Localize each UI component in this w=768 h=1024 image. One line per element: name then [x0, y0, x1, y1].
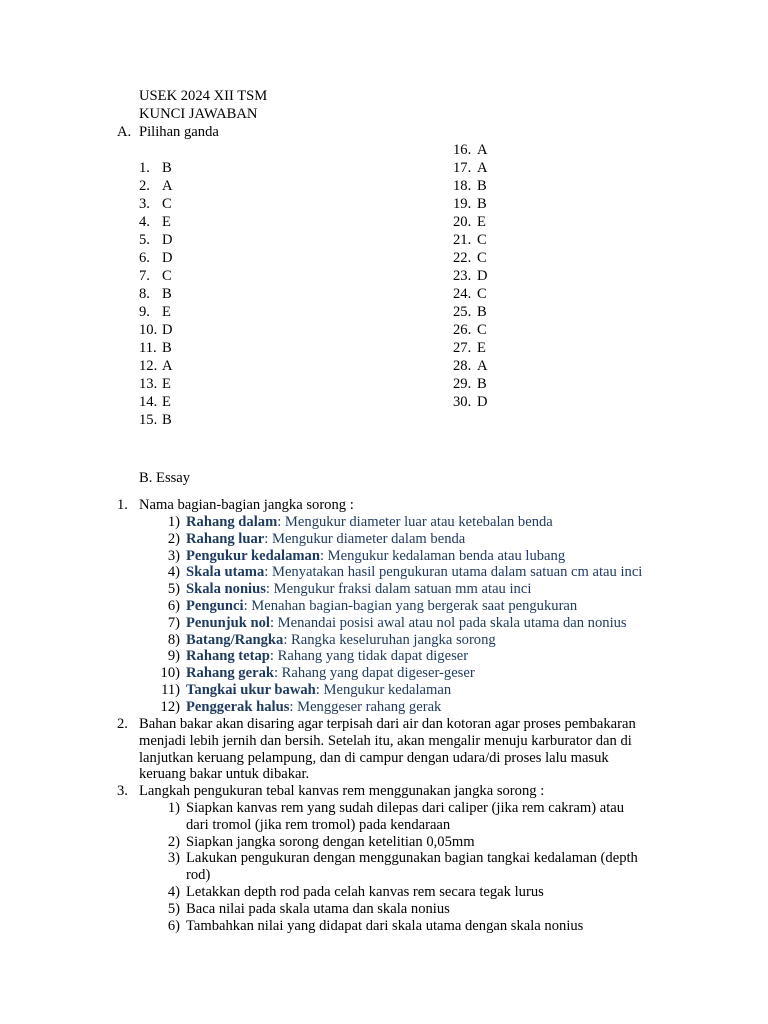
- step-text: Lakukan pengukuran dengan menggunakan bagian tangkai kedalaman (depth: [186, 850, 638, 867]
- answer-letter: B: [477, 376, 487, 392]
- answer-number: 5.: [139, 232, 150, 248]
- answer-letter: C: [162, 268, 172, 284]
- step-text: Letakkan depth rod pada celah kanvas rem secara tegak lurus: [186, 884, 544, 900]
- answer-letter: B: [477, 178, 487, 194]
- answer-number: 17.: [453, 160, 472, 176]
- answer-number: 30.: [453, 394, 472, 410]
- answer-letter: B: [162, 340, 172, 356]
- answer-letter: B: [162, 412, 172, 428]
- step-number: 3): [167, 850, 180, 867]
- step-text: dari tromol (jika rem tromol) pada kendaraan: [186, 816, 451, 833]
- answer-letter: B: [477, 196, 487, 212]
- part-name: Pengukur kedalaman: [186, 547, 320, 564]
- essay-3-number: 3.: [117, 783, 128, 799]
- answer-number: 7.: [139, 268, 150, 284]
- answer-letter: A: [162, 358, 173, 374]
- part-name: Rahang gerak: [186, 665, 274, 682]
- doc-subtitle: KUNCI JAWABAN: [139, 106, 258, 122]
- essay-3-question: Langkah pengukuran tebal kanvas rem menggunakan jangka sorong :: [139, 783, 545, 799]
- answer-number: 16.: [453, 142, 472, 158]
- answer-letter: E: [477, 340, 486, 356]
- essay-2-line: menjadi lebih jernih dan bersih. Setelah itu, akan mengalir menuju karburator dan di: [139, 732, 632, 749]
- part-function: : Menggeser rahang gerak: [289, 698, 442, 715]
- part-definition: [186, 665, 475, 682]
- answer-letter: E: [477, 214, 486, 230]
- answer-number: 24.: [453, 286, 472, 302]
- answer-letter: D: [162, 250, 173, 266]
- part-number: 7): [167, 614, 180, 631]
- answer-letter: C: [477, 286, 487, 302]
- answer-letter: A: [162, 178, 173, 194]
- part-name: Skala utama: [186, 564, 265, 581]
- answer-number: 2.: [139, 178, 150, 194]
- part-function: : Mengukur diameter dalam benda: [264, 530, 466, 547]
- answer-number: 29.: [453, 376, 472, 392]
- part-function: : Rahang yang dapat digeser-geser: [273, 665, 475, 682]
- part-name: Batang/Rangka: [186, 631, 284, 648]
- answer-letter: D: [477, 394, 488, 410]
- part-number: 11): [161, 682, 180, 698]
- answer-letter: E: [162, 214, 171, 230]
- answer-number: 9.: [139, 304, 150, 320]
- part-definition: [186, 682, 451, 699]
- essay-2-number: 2.: [117, 716, 128, 732]
- answer-letter: A: [477, 160, 488, 176]
- part-function: : Mengukur kedalaman benda atau lubang: [319, 547, 566, 564]
- part-number: 3): [167, 547, 180, 564]
- answer-number: 6.: [139, 250, 150, 266]
- part-number: 9): [167, 648, 180, 665]
- answer-number: 12.: [139, 358, 158, 374]
- answer-letter: E: [162, 304, 171, 320]
- answer-number: 15.: [139, 412, 158, 428]
- answer-letter: D: [477, 268, 488, 284]
- answer-number: 22.: [453, 250, 472, 266]
- essay-1-question: Nama bagian-bagian jangka sorong :: [139, 497, 354, 513]
- part-number: 12): [160, 698, 180, 715]
- part-definition: [186, 632, 496, 649]
- step-text: rod): [186, 867, 211, 884]
- part-name: Penggerak halus: [186, 698, 290, 715]
- part-function: : Menyatakan hasil pengukuran utama dalam satuan cm atau inci: [264, 564, 643, 581]
- part-definition: [186, 699, 441, 716]
- part-function: : Mengukur kedalaman: [315, 682, 452, 698]
- part-number: 10): [160, 665, 180, 682]
- part-function: : Menandai posisi awal atau nol pada skala utama dan nonius: [269, 614, 627, 631]
- answer-letter: A: [477, 358, 488, 374]
- step-text: Siapkan jangka sorong dengan ketelitian 0,05mm: [186, 833, 475, 850]
- essay-2-line: keruang bakar untuk dibakar.: [139, 766, 310, 783]
- essay-2-line: lanjutkan keruang pelampung, dan di campur dengan udara/di proses lalu masuk: [139, 749, 609, 766]
- answer-number: 14.: [139, 394, 158, 410]
- part-name: Tangkai ukur bawah: [186, 682, 316, 698]
- part-function: : Rahang yang tidak dapat digeser: [269, 648, 469, 665]
- part-number: 2): [167, 530, 180, 547]
- answer-number: 26.: [453, 322, 472, 338]
- answer-number: 27.: [453, 340, 472, 356]
- answer-number: 10.: [139, 322, 158, 338]
- answer-number: 21.: [453, 232, 472, 248]
- answer-letter: A: [477, 142, 488, 158]
- part-name: Rahang tetap: [186, 648, 270, 665]
- essay-2-line: Bahan bakar akan disaring agar terpisah dari air dan kotoran agar proses pembakaran: [139, 716, 636, 732]
- step-number: 1): [167, 800, 180, 816]
- part-number: 8): [167, 631, 180, 648]
- answer-number: 13.: [139, 376, 158, 392]
- part-function: : Rangka keseluruhan jangka sorong: [283, 631, 496, 648]
- step-number: 2): [167, 833, 180, 850]
- part-name: Pengunci: [186, 598, 244, 614]
- answer-letter: D: [162, 232, 173, 248]
- section-b-title: B. Essay: [139, 470, 191, 486]
- answer-number: 8.: [139, 286, 150, 302]
- answer-letter: C: [477, 232, 487, 248]
- answer-letter: E: [162, 394, 171, 410]
- answer-letter: C: [477, 322, 487, 338]
- step-number: 5): [167, 900, 180, 917]
- part-definition: [186, 548, 565, 565]
- essay-1-number: 1.: [117, 497, 128, 513]
- answer-number: 4.: [139, 214, 150, 230]
- doc-title: USEK 2024 XII TSM: [139, 88, 268, 104]
- answer-number: 28.: [453, 358, 472, 374]
- part-number: 6): [167, 598, 180, 614]
- answer-number: 23.: [453, 268, 472, 284]
- answer-letter: B: [477, 304, 487, 320]
- part-definition: [186, 564, 642, 581]
- section-a-title: Pilihan ganda: [139, 124, 219, 140]
- step-text: Baca nilai pada skala utama dan skala nonius: [186, 900, 450, 917]
- part-function: : Mengukur diameter luar atau ketebalan benda: [277, 514, 553, 530]
- answer-number: 19.: [453, 196, 472, 212]
- part-number: 5): [167, 581, 180, 598]
- answer-number: 1.: [139, 160, 150, 176]
- answer-number: 20.: [453, 214, 472, 230]
- step-text: Siapkan kanvas rem yang sudah dilepas dari caliper (jika rem cakram) atau: [186, 800, 625, 816]
- part-name: Skala nonius: [186, 581, 266, 598]
- answer-letter: C: [477, 250, 487, 266]
- part-definition: [186, 514, 553, 531]
- part-name: Rahang luar: [186, 530, 265, 547]
- answer-letter: D: [162, 322, 173, 338]
- answer-number: 11.: [139, 340, 157, 356]
- step-text: Tambahkan nilai yang didapat dari skala utama dengan skala nonius: [186, 917, 584, 934]
- answer-number: 3.: [139, 196, 150, 212]
- step-number: 6): [167, 917, 180, 934]
- part-number: 1): [167, 514, 180, 530]
- part-definition: [186, 648, 468, 665]
- part-name: Penunjuk nol: [186, 614, 270, 631]
- answer-letter: E: [162, 376, 171, 392]
- answer-letter: B: [162, 286, 172, 302]
- part-definition: [186, 531, 465, 548]
- section-a-marker: A.: [117, 124, 132, 140]
- part-name: Rahang dalam: [186, 514, 278, 530]
- answer-letter: C: [162, 196, 172, 212]
- part-function: : Mengukur fraksi dalam satuan mm atau inci: [265, 581, 532, 598]
- part-function: : Menahan bagian-bagian yang bergerak saat pengukuran: [243, 598, 578, 614]
- answer-number: 25.: [453, 304, 472, 320]
- part-definition: [186, 615, 627, 632]
- part-definition: [186, 598, 577, 615]
- step-number: 4): [167, 884, 180, 900]
- answer-number: 18.: [453, 178, 472, 194]
- part-definition: [186, 581, 531, 598]
- answer-letter: B: [162, 160, 172, 176]
- part-number: 4): [167, 564, 180, 581]
